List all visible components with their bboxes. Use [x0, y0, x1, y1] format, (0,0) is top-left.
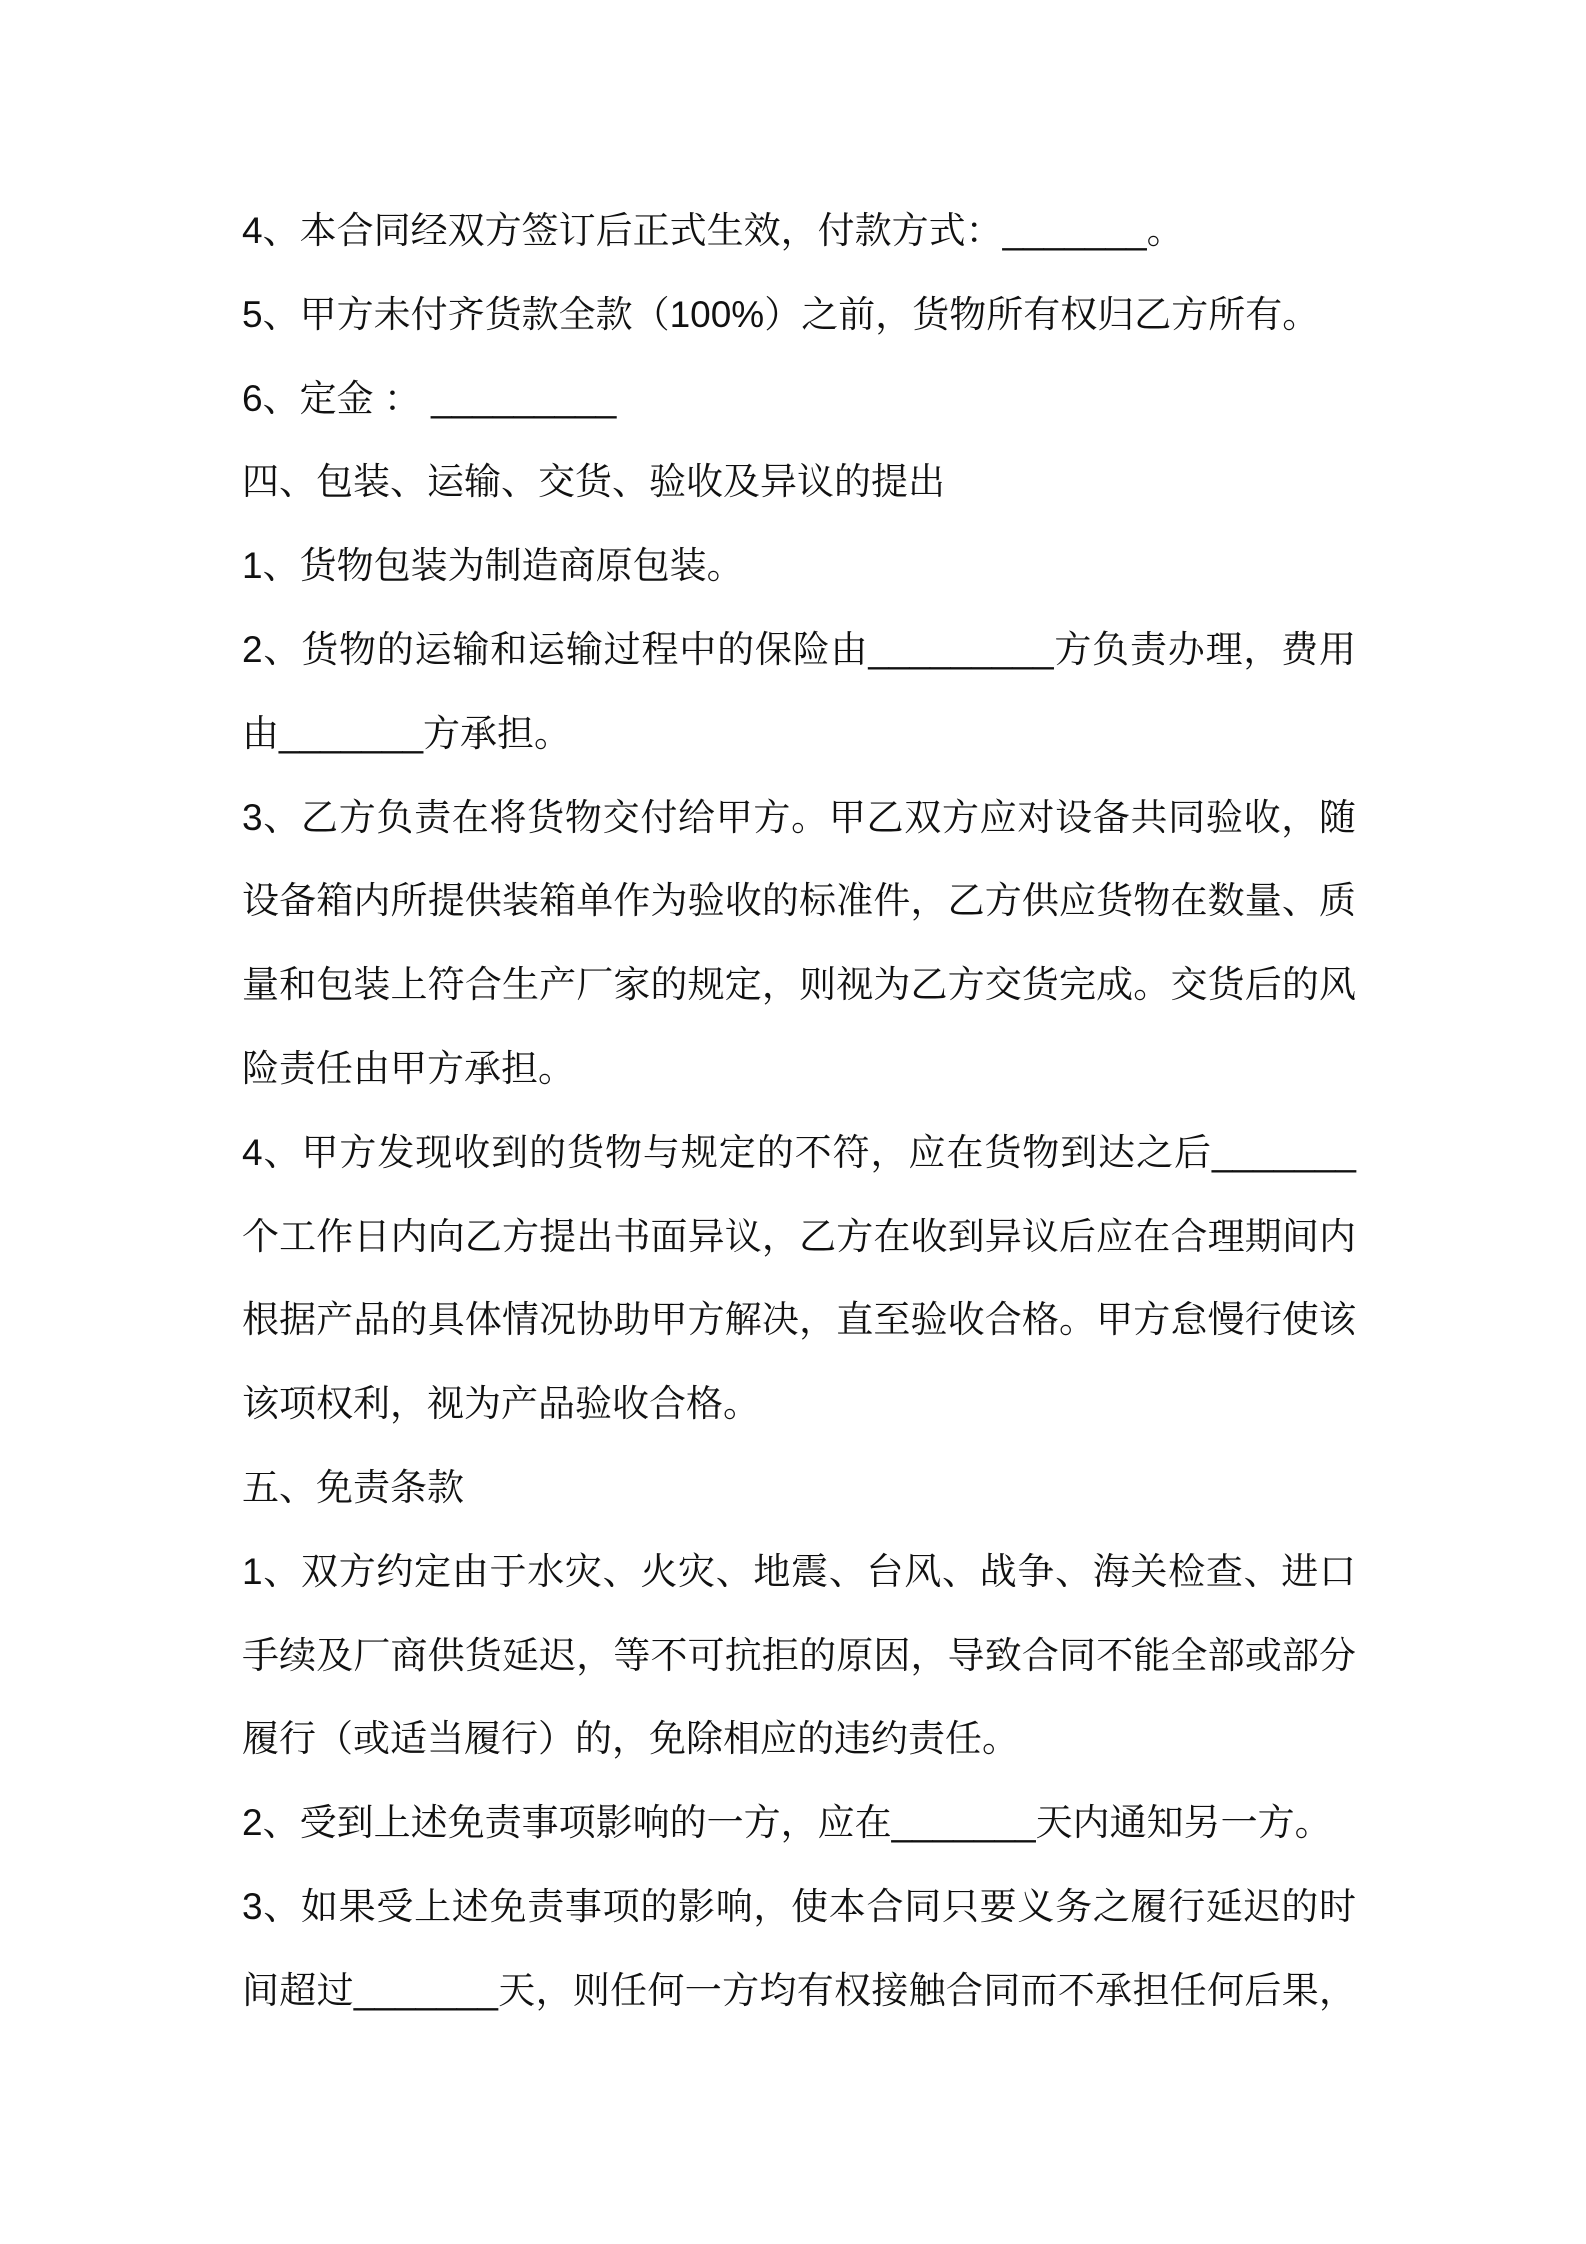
clause-payment-method [242, 189, 1356, 273]
paragraph-line: 间超过_______天，则任何一方均有权接触合同而不承担任何后果， [242, 1969, 1356, 2011]
paragraph-line: 手续及厂商供货延迟，等不可抗拒的原因，导致合同不能全部或部分 [242, 1634, 1356, 1676]
section-heading-exemption [242, 1446, 1356, 1530]
paragraph-line: 4、甲方发现收到的货物与规定的不符，应在货物到达之后_______ [242, 1131, 1356, 1173]
clause-deposit [242, 357, 1356, 441]
paragraph-line: 设备箱内所提供装箱单作为验收的标准件，乙方供应货物在数量、质 [242, 880, 1356, 922]
paragraph-line: 个工作日内向乙方提出书面异议，乙方在收到异议后应在合理期间内 [242, 1215, 1356, 1257]
clause-ownership-retention [242, 273, 1356, 357]
clause-termination [242, 1865, 1356, 2033]
paragraph-line: 6、定金 ： _________ [242, 377, 617, 419]
paragraph-line: 2、受到上述免责事项影响的一方，应在_______天内通知另一方。 [242, 1802, 1332, 1844]
paragraph-line: 1、双方约定由于水灾、火灾、地震、台风、战争、海关检查、进口 [242, 1550, 1356, 1592]
paragraph-line: 1、货物包装为制造商原包装。 [242, 545, 744, 587]
paragraph-line: 3、乙方负责在将货物交付给甲方。甲乙双方应对设备共同验收，随 [242, 796, 1356, 838]
section-heading: 四、包装、运输、交货、验收及异议的提出 [242, 461, 945, 503]
clause-delivery-acceptance [242, 776, 1356, 1111]
clause-notification [242, 1781, 1356, 1865]
paragraph-line: 3、如果受上述免责事项的影响，使本合同只要义务之履行延迟的时 [242, 1885, 1356, 1927]
clause-objection [242, 1111, 1356, 1446]
clause-force-majeure [242, 1530, 1356, 1781]
paragraph-line: 量和包装上符合生产厂家的规定，则视为乙方交货完成。交货后的风 [242, 964, 1356, 1006]
paragraph-line: 4、本合同经双方签订后正式生效，付款方式：_______。 [242, 210, 1184, 251]
paragraph-line: 险责任由甲方承担。 [242, 1047, 575, 1089]
paragraph-line: 由_______方承担。 [242, 712, 572, 754]
section-heading-packaging-transport [242, 440, 1356, 524]
section-heading: 五、免责条款 [242, 1466, 464, 1508]
paragraph-line: 该项权利，视为产品验收合格。 [242, 1383, 760, 1425]
clause-transport-insurance [242, 608, 1356, 776]
clause-packaging [242, 524, 1356, 608]
paragraph-line: 履行（或适当履行）的，免除相应的违约责任。 [242, 1718, 1019, 1760]
contract-page-body [242, 189, 1356, 2033]
paragraph-line: 5、甲方未付齐货款全款（100%）之前，货物所有权归乙方所有。 [242, 293, 1320, 335]
paragraph-line: 2、货物的运输和运输过程中的保险由_________方负责办理，费用 [242, 628, 1356, 670]
paragraph-line: 根据产品的具体情况协助甲方解决，直至验收合格。甲方怠慢行使该 [242, 1299, 1356, 1341]
